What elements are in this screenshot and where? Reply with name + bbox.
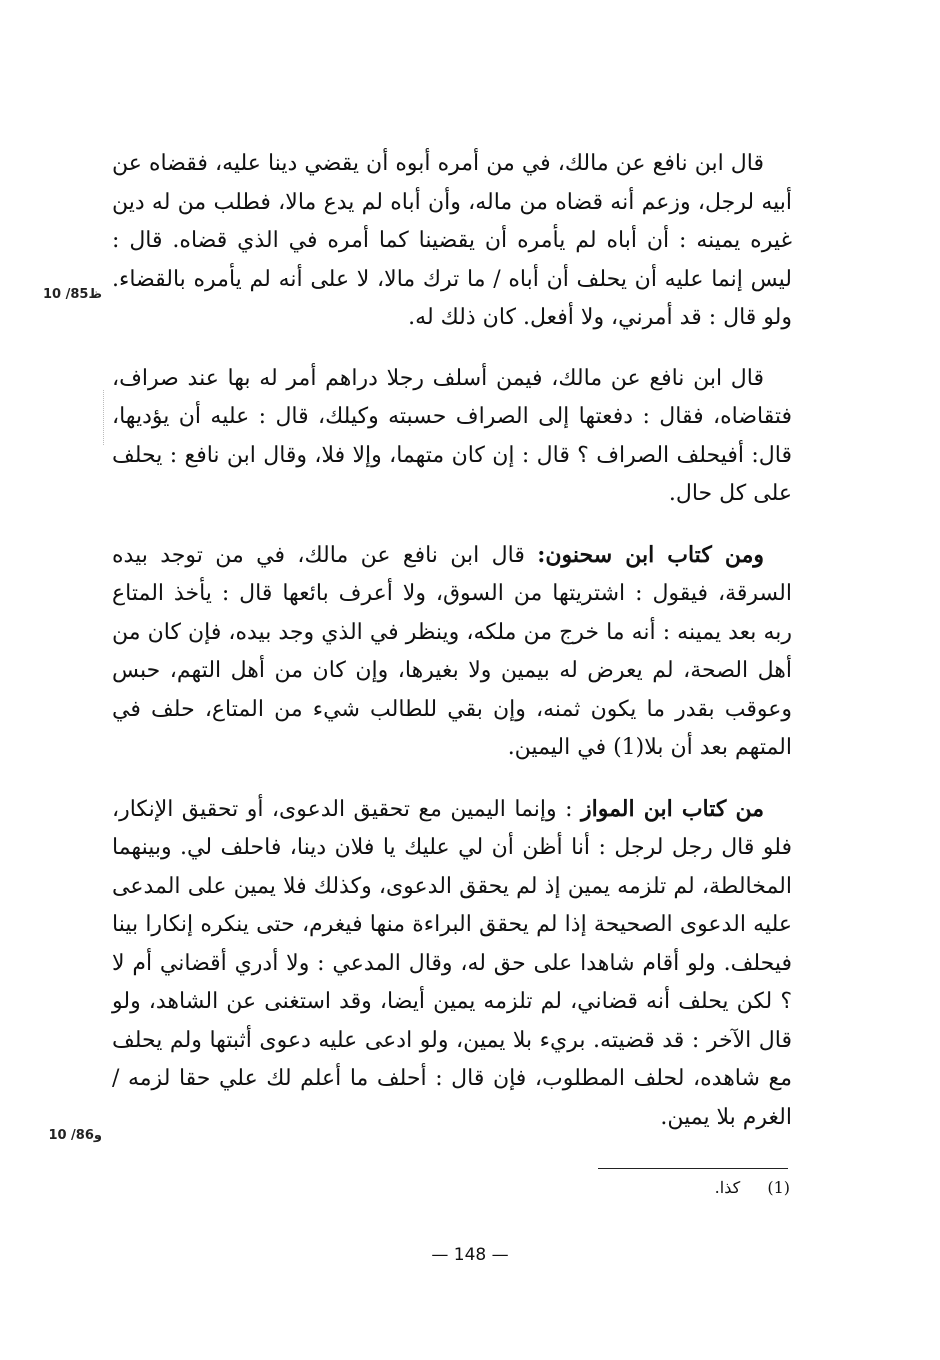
main-text bbox=[112, 145, 792, 1159]
footnote bbox=[600, 1178, 790, 1197]
paragraph-text: : وإنما اليمين مع تحقيق الدعوى، أو تحقيق الإنكار، فلو قال رجل لرجل : أنا أظن أن لي عليك يا فلان دينا، فاحلف لي. وبينهما المخالطة، لم تلزمه يمين إذ لم يحقق الدعوى، وكذلك فلا يمين على المدعى عليه الدعوى الصحيحة إذا لم يحقق البراءة منها فيغرم، حتى ينكره إنكارا بينا فيحلف. ولو أقام شاهدا على حق له، وقال المدعي : ولا أدري أقضاني أم لا ؟ لكن يحلف أنه قضاني، لم تلزمه يمين أيضا، وقد استغنى عن الشاهد، ولو قال الآخر : قد قضيته. بريء بلا يمين، ولو ادعى عليه دعوى أثبتها ولم يحلف مع شاهده، لحلف المطلوب، فإن قال : أحلف ما أعلم لك علي حقا لزمه / الغرم بلا يمين. bbox=[112, 796, 792, 1130]
margin-folio-note: 10 /86و bbox=[48, 1128, 102, 1143]
footnote-number: (1) bbox=[767, 1178, 790, 1197]
paragraph-text: قال ابن نافع عن مالك، فيمن أسلف رجلا دراهم أمر له بها عند صراف، فتقاضاه، فقال : دفعتها إلى الصراف حسبته وكيلك، قال : عليه أن يؤديها، قال: أفيحلف الصراف ؟ قال : إن كان متهما، وإلا فلا، وقال ابن نافع : يحلف على كل حال. bbox=[112, 365, 792, 506]
footnote-text: كذا. bbox=[714, 1178, 741, 1197]
paragraph bbox=[112, 790, 792, 1138]
section-heading: من كتاب ابن المواز bbox=[580, 795, 764, 822]
section-heading: ومن كتاب ابن سحنون: bbox=[537, 541, 764, 568]
margin-folio-note: 10 /85ظ bbox=[43, 287, 102, 302]
paragraph-text: قال ابن نافع عن مالك، في من أمره أبوه أن يقضي دينا عليه، فقضاه عن أبيه لرجل، وزعم أنه قضاه من ماله، وأن أباه لم يدع مالا، فطلب من له دين غيره يمينه : أن أباه لم يأمره أن يقضينا كما أمره في الذي قضاه. قال : ليس إنما عليه أن يحلف أن أباه / ما ترك مالا، لا على أنه لم يأمره بالقضاء. ولو قال : قد أمرني، ولا أفعل. كان ذلك له. bbox=[112, 151, 792, 330]
paragraph bbox=[112, 145, 792, 338]
footnote-divider bbox=[598, 1168, 788, 1169]
page-number: — 148 — bbox=[431, 1245, 509, 1265]
paragraph bbox=[112, 536, 792, 768]
paragraph bbox=[112, 360, 792, 514]
scan-speckle bbox=[103, 390, 106, 445]
paragraph-text: قال ابن نافع عن مالك، في من توجد بيده السرقة، فيقول : اشتريتها من السوق، ولا أعرف بائعها قال : يأخذ المتاع ربه بعد يمينه : أنه ما خرج من ملكه، وينظر في الذي وجد بيده، فإن كان من أهل الصحة، لم يعرض له بيمين ولا بغيرها، وإن كان من أهل التهم، حبس وعوقب بقدر ما يكون ثمنه، وإن بقي للطالب شيء من المتاع، حلف في المتهم بعد أن بلا(1) في اليمين. bbox=[112, 542, 792, 760]
